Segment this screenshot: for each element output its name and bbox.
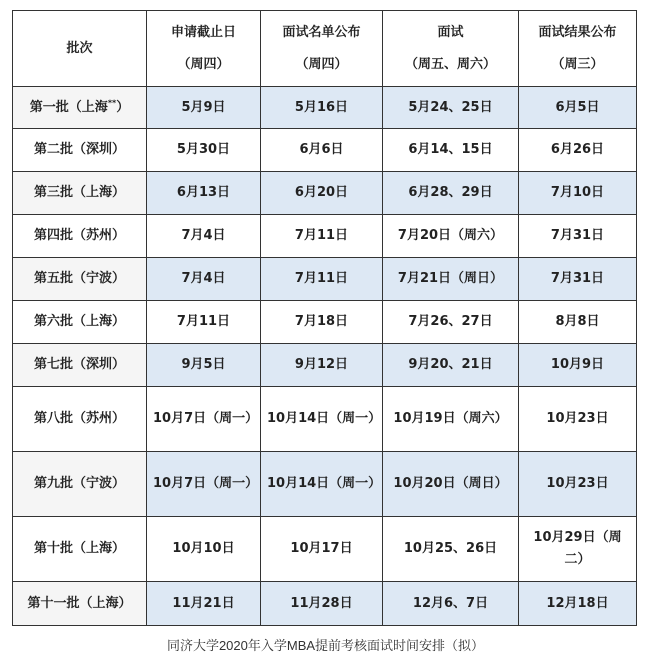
table-row: [13, 452, 637, 517]
schedule-table-container: [12, 10, 637, 626]
header-interview: [383, 11, 519, 87]
result-cell: 6月5日: [519, 87, 637, 129]
result-cell: 7月31日: [519, 215, 637, 258]
batch-cell: 第三批（上海）: [13, 172, 147, 215]
list-cell: 6月6日: [261, 129, 383, 172]
batch-cell: 第十一批（上海）: [13, 582, 147, 626]
interview-cell: 7月26、27日: [383, 301, 519, 344]
list-cell: 9月12日: [261, 344, 383, 387]
batch-cell: 第八批（苏州）: [13, 387, 147, 452]
footnote-mark: **: [107, 98, 117, 108]
deadline-cell: 6月13日: [147, 172, 261, 215]
result-cell: 6月26日: [519, 129, 637, 172]
table-caption: 同济大学2020年入学MBA提前考核面试时间安排（拟）: [166, 638, 485, 653]
result-cell: 12月18日: [519, 582, 637, 626]
list-cell: 10月14日（周一）: [261, 387, 383, 452]
deadline-cell: 7月4日: [147, 215, 261, 258]
list-cell: 10月17日: [261, 517, 383, 582]
batch-cell: 第二批（深圳）: [13, 129, 147, 172]
header-list: [261, 11, 383, 87]
table-row: [13, 387, 637, 452]
result-cell: 8月8日: [519, 301, 637, 344]
batch-cell: 第七批（深圳）: [13, 344, 147, 387]
interview-cell: 10月20日（周日）: [383, 452, 519, 517]
result-cell: 7月31日: [519, 258, 637, 301]
table-row: [13, 87, 637, 129]
table-row: [13, 258, 637, 301]
batch-cell: 第六批（上海）: [13, 301, 147, 344]
table-row: [13, 129, 637, 172]
result-cell: 10月29日（周二）: [519, 517, 637, 582]
header-deadline-label: 申请截止日: [170, 24, 236, 40]
deadline-cell: 7月11日: [147, 301, 261, 344]
interview-cell: 10月19日（周六）: [383, 387, 519, 452]
header-batch: 批次: [13, 11, 147, 87]
list-cell: 11月28日: [261, 582, 383, 626]
list-cell: 7月18日: [261, 301, 383, 344]
header-deadline: [147, 11, 261, 87]
table-row: [13, 215, 637, 258]
result-cell: 10月23日: [519, 387, 637, 452]
list-cell: 5月16日: [261, 87, 383, 129]
interview-cell: 6月28、29日: [383, 172, 519, 215]
batch-cell: 第九批（宁波）: [13, 452, 147, 517]
header-deadline-sub: （周四）: [177, 56, 230, 72]
list-cell: 10月14日（周一）: [261, 452, 383, 517]
interview-cell: 7月21日（周日）: [383, 258, 519, 301]
deadline-cell: 9月5日: [147, 344, 261, 387]
batch-cell: [13, 87, 147, 129]
table-row: [13, 344, 637, 387]
batch-label: 第一批（上海: [29, 99, 108, 115]
schedule-table: [12, 10, 637, 626]
interview-cell: 6月14、15日: [383, 129, 519, 172]
interview-cell: 10月25、26日: [383, 517, 519, 582]
batch-label-end: ）: [116, 99, 130, 115]
table-row: [13, 582, 637, 626]
header-row: [13, 11, 637, 87]
deadline-cell: 10月10日: [147, 517, 261, 582]
interview-cell: 9月20、21日: [383, 344, 519, 387]
interview-cell: 5月24、25日: [383, 87, 519, 129]
header-result: [519, 11, 637, 87]
deadline-cell: 7月4日: [147, 258, 261, 301]
interview-cell: 12月6、7日: [383, 582, 519, 626]
batch-cell: 第四批（苏州）: [13, 215, 147, 258]
header-interview-sub: （周五、周六）: [404, 56, 496, 72]
header-list-sub: （周四）: [295, 56, 348, 72]
deadline-cell: 10月7日（周一）: [147, 452, 261, 517]
list-cell: 7月11日: [261, 258, 383, 301]
table-row: [13, 301, 637, 344]
result-cell: 10月9日: [519, 344, 637, 387]
deadline-cell: 10月7日（周一）: [147, 387, 261, 452]
table-row: [13, 517, 637, 582]
header-result-sub: （周三）: [551, 56, 604, 72]
list-cell: 6月20日: [261, 172, 383, 215]
deadline-cell: 5月30日: [147, 129, 261, 172]
result-cell: 10月23日: [519, 452, 637, 517]
header-list-label: 面试名单公布: [282, 24, 361, 40]
result-cell: 7月10日: [519, 172, 637, 215]
interview-cell: 7月20日（周六）: [383, 215, 519, 258]
table-row: [13, 172, 637, 215]
header-interview-label: 面试: [437, 24, 464, 40]
header-result-label: 面试结果公布: [538, 24, 617, 40]
deadline-cell: 11月21日: [147, 582, 261, 626]
batch-cell: 第十批（上海）: [13, 517, 147, 582]
batch-cell: 第五批（宁波）: [13, 258, 147, 301]
list-cell: 7月11日: [261, 215, 383, 258]
deadline-cell: 5月9日: [147, 87, 261, 129]
